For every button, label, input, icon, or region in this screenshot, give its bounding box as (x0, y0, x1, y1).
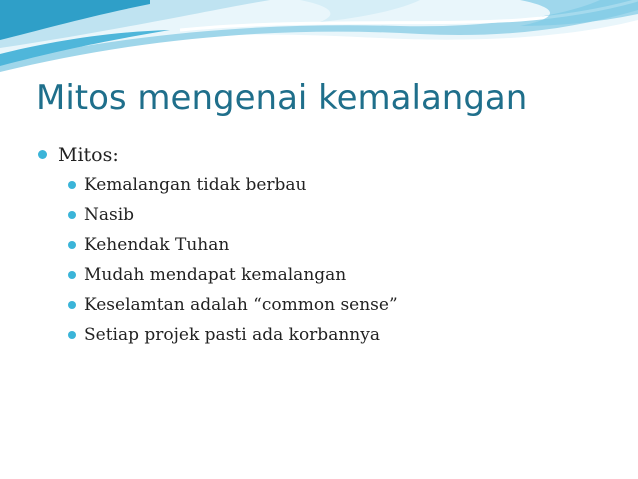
sub-bullet-text: Nasib (84, 205, 135, 225)
bullet-icon (68, 301, 76, 309)
bullet-icon (68, 181, 76, 189)
sub-bullet-text: Setiap projek pasti ada korbannya (84, 325, 380, 345)
sub-bullet-text: Kehendak Tuhan (84, 235, 230, 255)
bullet-icon (68, 241, 76, 249)
bullet-text: Mitos: (58, 144, 119, 166)
bullet-item-mitos (38, 140, 618, 170)
slide-title: Mitos mengenai kemalangan (36, 78, 528, 118)
sub-bullet-item (68, 320, 618, 350)
bullet-icon (38, 150, 47, 159)
bullet-icon (68, 211, 76, 219)
sub-bullet-text: Kemalangan tidak berbau (84, 175, 307, 195)
sub-bullet-item (68, 170, 618, 200)
sub-bullet-item (68, 230, 618, 260)
header-wave-decoration (0, 0, 638, 80)
bullet-icon (68, 331, 76, 339)
bullet-icon (68, 271, 76, 279)
sub-bullet-item (68, 200, 618, 230)
sub-bullet-item (68, 260, 618, 290)
bullet-list (38, 140, 618, 350)
sub-bullet-text: Mudah mendapat kemalangan (84, 265, 347, 285)
sub-bullet-item (68, 290, 618, 320)
sub-bullet-text: Keselamtan adalah “common sense” (84, 295, 398, 315)
